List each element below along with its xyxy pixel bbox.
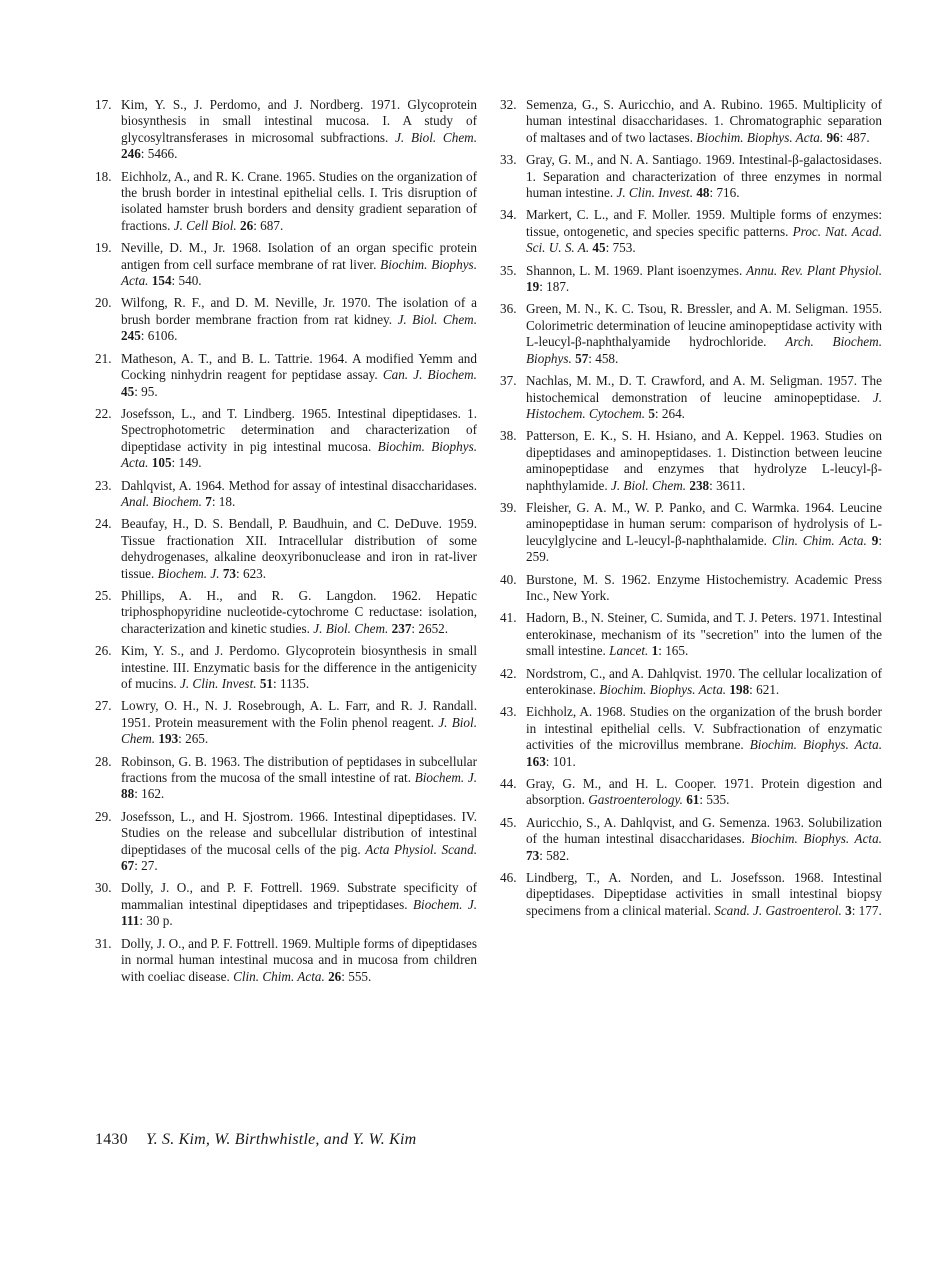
reference-number: 31. bbox=[95, 935, 112, 951]
reference-pages: : 30 p. bbox=[139, 913, 173, 929]
reference-number: 23. bbox=[95, 477, 112, 493]
reference-text: Robinson, G. B. 1963. The distribution of peptidases in subcellular fractions from the mucosa of the small intestine of rat. bbox=[121, 753, 477, 786]
reference-text: Burstone, M. S. 1962. Enzyme Histochemistry. Academic Press Inc., New York. bbox=[526, 571, 882, 603]
reference-text: Gray, G. M., and N. A. Santiago. 1969. Intestinal-β-galactosidases. 1. Separation and characterization of three enzymes in normal human intestine. bbox=[526, 152, 882, 201]
reference-number: 36. bbox=[500, 301, 517, 317]
reference-entry bbox=[95, 240, 477, 289]
reference-entry bbox=[95, 936, 477, 985]
reference-volume: 5 bbox=[648, 405, 655, 421]
reference-pages: : 18. bbox=[211, 493, 236, 509]
reference-journal: J. Biol. Chem. bbox=[395, 129, 477, 145]
reference-pages: : 5466. bbox=[140, 146, 178, 162]
reference-entry bbox=[95, 406, 477, 472]
reference-pages: : 95. bbox=[134, 383, 158, 399]
reference-volume: 7 bbox=[205, 493, 212, 509]
reference-text: Green, M. N., K. C. Tsou, R. Bressler, and A. M. Seligman. 1955. Colorimetric determination of leucine aminopeptidase activity with L-leucyl-β-naphthalyamide hydrochloride. bbox=[526, 301, 882, 350]
reference-text: Eichholz, A. 1968. Studies on the organization of the brush border in intestinal epithelial cells. V. Subfractionation of enzymatic activities of the microvillus membrane. bbox=[526, 704, 882, 753]
reference-text: Patterson, E. K., S. H. Hsiano, and A. Keppel. 1963. Studies on dipeptidases and aminopeptidases. 1. Distinction between leucine aminopeptidase and enzymes that hydrolyze L-leucyl-β-naphthylamide. bbox=[526, 428, 882, 493]
reference-volume: 246 bbox=[121, 146, 141, 162]
reference-text: Wilfong, R. F., and D. M. Neville, Jr. 1970. The isolation of a brush border membrane fraction from rat kidney. bbox=[121, 295, 477, 327]
reference-number: 22. bbox=[95, 405, 112, 421]
reference-pages: : 101. bbox=[545, 753, 576, 769]
reference-text: Nachlas, M. M., D. T. Crawford, and A. M. Seligman. 1957. The histochemical demonstration of leucine aminopeptidase. bbox=[526, 373, 882, 405]
reference-volume: 61 bbox=[686, 792, 700, 808]
reference-text: Lowry, O. H., N. J. Rosebrough, A. L. Farr, and R. J. Randall. 1951. Protein measurement with the Folin phenol reagent. bbox=[121, 698, 477, 730]
reference-journal: Annu. Rev. Plant Physiol. bbox=[746, 262, 883, 278]
reference-number: 42. bbox=[500, 665, 517, 681]
reference-volume: 237 bbox=[391, 620, 412, 636]
reference-entry bbox=[500, 572, 882, 605]
reference-list-left bbox=[95, 97, 477, 991]
reference-journal: Lancet. bbox=[609, 643, 649, 659]
reference-pages: : 487. bbox=[839, 129, 870, 145]
reference-journal: Biochem. J. bbox=[157, 565, 220, 581]
reference-text: Semenza, G., S. Auricchio, and A. Rubino. 1965. Multiplicity of human intestinal disaccharidases. 1. Chromatographic separation of maltases and of two lactases. bbox=[526, 97, 882, 145]
reference-volume: 57 bbox=[575, 350, 589, 366]
reference-number: 26. bbox=[95, 643, 112, 659]
reference-number: 20. bbox=[95, 295, 112, 311]
reference-entry bbox=[500, 301, 882, 367]
page-number: 1430 bbox=[95, 1131, 128, 1148]
reference-number: 17. bbox=[95, 97, 112, 112]
reference-entry bbox=[95, 295, 477, 344]
reference-entry bbox=[500, 500, 882, 566]
reference-pages: : 555. bbox=[341, 968, 372, 984]
reference-text: Matheson, A. T., and B. L. Tattrie. 1964. A modified Yemm and Cocking ninhydrin reagent for peptidase assay. bbox=[121, 350, 477, 383]
reference-journal: Biochim. Biophys. Acta. bbox=[749, 737, 882, 753]
reference-entry bbox=[95, 754, 477, 803]
reference-journal: Anal. Biochem. bbox=[121, 493, 202, 509]
reference-number: 30. bbox=[95, 880, 112, 896]
reference-text: Gray, G. M., and H. L. Cooper. 1971. Protein digestion and absorption. bbox=[526, 776, 882, 808]
reference-journal: Clin. Chim. Acta. bbox=[233, 968, 325, 984]
page-footer bbox=[95, 1131, 416, 1149]
reference-entry bbox=[500, 263, 882, 296]
reference-volume: 198 bbox=[729, 682, 750, 697]
reference-text: Eichholz, A., and R. K. Crane. 1965. Studies on the organization of the brush border in intestinal epithelial cells. I. Tris disruption of isolated hamster brush borders and density gradient separation of fractions. bbox=[121, 168, 477, 233]
reference-journal: Biochem. J. bbox=[414, 770, 477, 786]
reference-pages: : 187. bbox=[539, 279, 570, 295]
reference-volume: 193 bbox=[158, 731, 179, 747]
reference-text: Josefsson, L., and T. Lindberg. 1965. Intestinal dipeptidases. 1. Spectrophotometric determination and characterization of dipeptidase activity in pig intestinal mucosa. bbox=[121, 405, 477, 454]
reference-volume: 45 bbox=[592, 240, 606, 256]
reference-number: 33. bbox=[500, 152, 517, 168]
reference-volume: 73 bbox=[222, 565, 237, 581]
reference-entry bbox=[500, 97, 882, 146]
reference-volume: 1 bbox=[651, 643, 659, 659]
reference-number: 34. bbox=[500, 207, 517, 223]
reference-text: Dolly, J. O., and P. F. Fottrell. 1969. Multiple forms of dipeptidases in normal human intestinal mucosa and in mucosa from children with coeliac disease. bbox=[121, 935, 477, 984]
reference-journal: J. Biol. Chem. bbox=[313, 620, 389, 636]
reference-number: 21. bbox=[95, 350, 112, 366]
reference-journal: Biochim. Biophys. Acta. bbox=[121, 256, 477, 289]
reference-volume: 238 bbox=[689, 477, 710, 493]
reference-volume: 73 bbox=[526, 847, 540, 863]
reference-pages: : 753. bbox=[605, 240, 636, 256]
reference-volume: 26 bbox=[240, 217, 254, 233]
reference-volume: 9 bbox=[871, 532, 879, 548]
reference-pages: : 149. bbox=[171, 455, 202, 471]
reference-text: Neville, D. M., Jr. 1968. Isolation of an organ specific protein antigen from cell surface membrane of rat liver. bbox=[121, 240, 477, 272]
reference-pages: : 2652. bbox=[411, 620, 449, 636]
reference-pages: : 621. bbox=[749, 682, 780, 697]
reference-entry bbox=[500, 373, 882, 422]
reference-volume: 19 bbox=[526, 279, 540, 295]
reference-journal: J. Biol. Chem. bbox=[610, 477, 687, 493]
reference-entry bbox=[95, 97, 477, 163]
reference-entry bbox=[500, 776, 882, 809]
reference-pages: : 535. bbox=[699, 792, 730, 808]
reference-entry bbox=[95, 880, 477, 929]
reference-number: 32. bbox=[500, 97, 517, 112]
reference-text: Kim, Y. S., and J. Perdomo. Glycoprotein biosynthesis in small intestine. III. Enzymatic basis for the difference in the antigenicity of mucins. bbox=[121, 643, 477, 691]
reference-pages: : 687. bbox=[253, 217, 284, 233]
reference-text: Markert, C. L., and F. Moller. 1959. Multiple forms of enzymes: tissue, ontogenetic, and species specific patterns. bbox=[526, 207, 882, 239]
reference-pages: : 259. bbox=[526, 532, 882, 565]
running-authors: Y. S. Kim, W. Birthwhistle, and Y. W. Kim bbox=[146, 1131, 417, 1148]
reference-pages: : 177. bbox=[851, 902, 882, 918]
reference-number: 19. bbox=[95, 240, 112, 256]
reference-pages: : 458. bbox=[588, 350, 619, 366]
reference-journal: Gastroenterology. bbox=[588, 792, 683, 808]
reference-pages: : 582. bbox=[539, 847, 570, 863]
reference-journal: Clin. Chim. Acta. bbox=[771, 532, 867, 548]
reference-pages: : 623. bbox=[236, 565, 267, 581]
reference-volume: 111 bbox=[121, 913, 140, 929]
reference-entry bbox=[95, 809, 477, 875]
reference-text: Dolly, J. O., and P. F. Fottrell. 1969. Substrate specificity of mammalian intestinal dipeptidases and tripeptidases. bbox=[121, 880, 477, 912]
reference-number: 44. bbox=[500, 776, 517, 792]
reference-journal: J. Biol. Chem. bbox=[121, 714, 477, 747]
reference-pages: : 540. bbox=[171, 273, 202, 289]
reference-entry bbox=[95, 516, 477, 582]
reference-journal: Scand. J. Gastroenterol. bbox=[714, 902, 842, 918]
reference-number: 39. bbox=[500, 499, 517, 515]
reference-entry bbox=[95, 351, 477, 400]
reference-entry bbox=[95, 698, 477, 747]
reference-entry bbox=[500, 704, 882, 770]
reference-journal: Biochim. Biophys. Acta. bbox=[696, 129, 824, 145]
reference-journal: Proc. Nat. Acad. Sci. U. S. A. bbox=[526, 223, 883, 256]
reference-list-right bbox=[500, 97, 882, 925]
reference-journal: J. Clin. Invest. bbox=[179, 676, 257, 691]
reference-number: 24. bbox=[95, 516, 112, 532]
reference-entry bbox=[500, 207, 882, 256]
reference-pages: : 716. bbox=[709, 185, 740, 201]
reference-volume: 48 bbox=[696, 185, 710, 201]
reference-volume: 245 bbox=[121, 328, 141, 344]
reference-journal: Acta Physiol. Scand. bbox=[365, 841, 478, 857]
reference-entry bbox=[95, 588, 477, 637]
reference-text: Shannon, L. M. 1969. Plant isoenzymes. bbox=[526, 262, 747, 278]
reference-journal: Can. J. Biochem. bbox=[382, 367, 477, 383]
reference-text: Josefsson, L., and H. Sjostrom. 1966. Intestinal dipeptidases. IV. Studies on the release and subcellular distribution of intestinal dipeptidases of the mucosal cells of the pig. bbox=[121, 808, 477, 857]
reference-number: 45. bbox=[500, 814, 517, 830]
reference-entry bbox=[500, 870, 882, 919]
reference-volume: 45 bbox=[121, 383, 135, 399]
reference-volume: 67 bbox=[121, 858, 135, 874]
reference-pages: : 165. bbox=[658, 643, 689, 659]
reference-journal: Biochim. Biophys. Acta. bbox=[121, 438, 477, 471]
reference-text: Phillips, A. H., and R. G. Langdon. 1962. Hepatic triphosphopyridine nucleotide-cytochrome C reductase: isolation, characterization and kinetic studies. bbox=[121, 587, 477, 636]
reference-number: 38. bbox=[500, 428, 517, 444]
reference-pages: : 3611. bbox=[709, 477, 746, 493]
reference-number: 40. bbox=[500, 571, 517, 587]
reference-pages: : 1135. bbox=[273, 676, 310, 691]
reference-number: 46. bbox=[500, 870, 517, 886]
reference-text: Lindberg, T., A. Norden, and L. Josefsson. 1968. Intestinal dipeptidases. Dipeptidase activities in small intestinal biopsy specimens from a clinical material. bbox=[526, 870, 882, 918]
reference-journal: Biochim. Biophys. Acta. bbox=[599, 682, 727, 697]
reference-text: Hadorn, B., N. Steiner, C. Sumida, and T. J. Peters. 1971. Intestinal enterokinase, mechanism of its "secretion" into the lumen of the small intestine. bbox=[526, 610, 882, 659]
reference-journal: Biochem. J. bbox=[412, 896, 477, 912]
reference-volume: 3 bbox=[845, 902, 852, 918]
reference-pages: : 162. bbox=[134, 786, 165, 802]
reference-journal: J. Cell Biol. bbox=[173, 217, 237, 233]
reference-entry bbox=[500, 666, 882, 699]
reference-number: 18. bbox=[95, 168, 112, 184]
reference-journal: Arch. Biochem. Biophys. bbox=[526, 334, 882, 366]
reference-pages: : 27. bbox=[134, 858, 158, 874]
reference-text: Dahlqvist, A. 1964. Method for assay of intestinal disaccharidases. bbox=[121, 477, 477, 493]
reference-entry bbox=[500, 610, 882, 659]
reference-text: Fleisher, G. A. M., W. P. Panko, and C. Warmka. 1964. Leucine aminopeptidase in human serum: comparison of hydrolysis of L-leucylglycine and L-leucyl-β-naphthalamide. bbox=[526, 499, 882, 548]
reference-pages: : 265. bbox=[178, 731, 209, 747]
reference-number: 28. bbox=[95, 753, 112, 769]
reference-volume: 96 bbox=[826, 129, 840, 145]
reference-entry bbox=[95, 643, 477, 692]
reference-volume: 88 bbox=[121, 786, 135, 802]
reference-text: Beaufay, H., D. S. Bendall, P. Baudhuin, and C. DeDuve. 1959. Tissue fractionation XII. Intracellular distribution of some dehydrogenases, alkaline deoxyribonuclease and iron in rat-liver tissue. bbox=[121, 516, 477, 581]
reference-journal: Biochim. Biophys. Acta. bbox=[750, 831, 882, 847]
reference-volume: 105 bbox=[151, 455, 172, 471]
reference-text: Kim, Y. S., J. Perdomo, and J. Nordberg. 1971. Glycoprotein biosynthesis in small intestinal mucosa. I. A study of glycosyltransferases in microsomal subfractions. bbox=[121, 97, 477, 145]
reference-number: 43. bbox=[500, 704, 517, 720]
reference-journal: J. Clin. Invest. bbox=[616, 185, 694, 201]
reference-number: 35. bbox=[500, 262, 517, 278]
reference-text: Nordstrom, C., and A. Dahlqvist. 1970. The cellular localization of enterokinase. bbox=[526, 665, 882, 697]
reference-entry bbox=[95, 169, 477, 235]
reference-number: 29. bbox=[95, 808, 112, 824]
reference-entry bbox=[500, 152, 882, 201]
reference-entry bbox=[95, 478, 477, 511]
reference-entry bbox=[500, 815, 882, 864]
reference-volume: 26 bbox=[328, 968, 342, 984]
reference-number: 41. bbox=[500, 610, 517, 626]
reference-number: 37. bbox=[500, 373, 517, 389]
reference-volume: 154 bbox=[151, 273, 172, 289]
reference-pages: : 6106. bbox=[140, 328, 178, 344]
reference-entry bbox=[500, 428, 882, 494]
reference-volume: 51 bbox=[259, 676, 274, 691]
reference-journal: J. Biol. Chem. bbox=[397, 311, 477, 327]
reference-volume: 163 bbox=[526, 753, 546, 769]
reference-journal: J. Histochem. Cytochem. bbox=[526, 389, 882, 421]
reference-number: 25. bbox=[95, 587, 112, 603]
reference-text: Auricchio, S., A. Dahlqvist, and G. Semenza. 1963. Solubilization of the human intestinal disaccharidases. bbox=[526, 814, 882, 847]
reference-pages: : 264. bbox=[654, 405, 685, 421]
reference-number: 27. bbox=[95, 698, 112, 714]
